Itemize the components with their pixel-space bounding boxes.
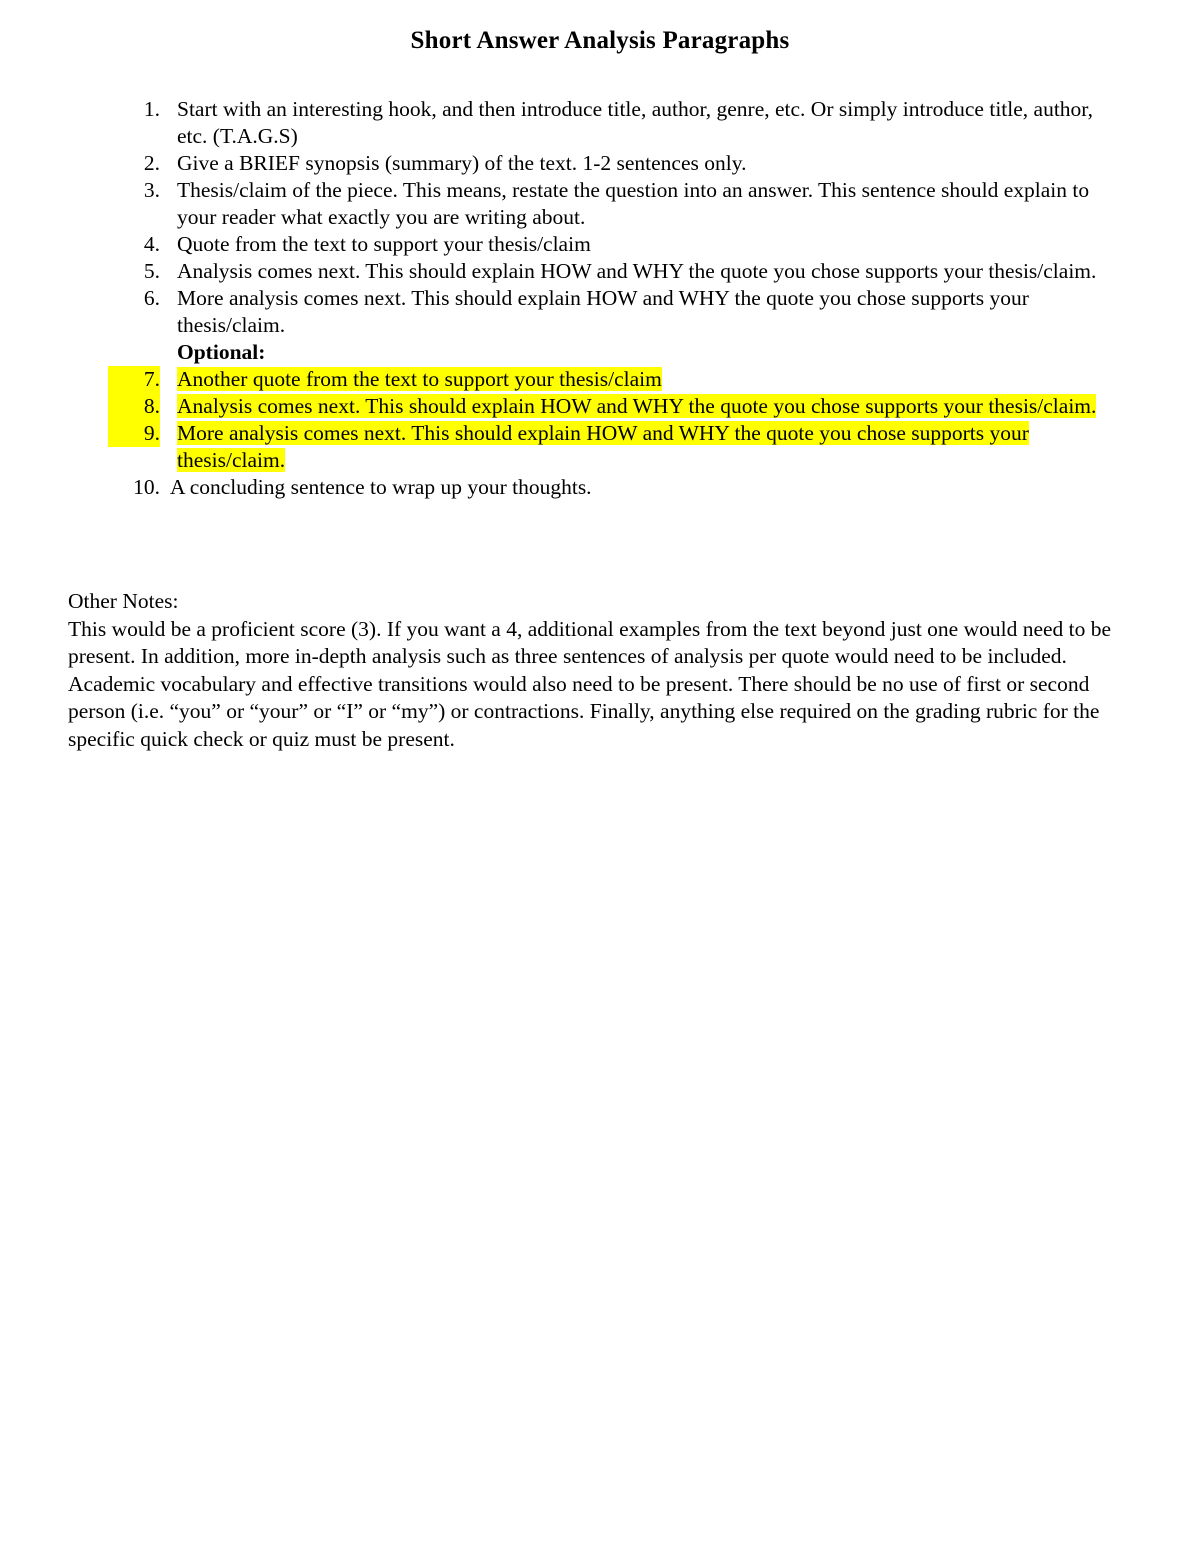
list-item-text: Analysis comes next. This should explain HOW and WHY the quote you chose supports your thesis/claim. <box>177 259 1097 283</box>
list-item-number: 9. <box>108 420 160 447</box>
list-item-text: Quote from the text to support your thesis/claim <box>177 232 591 256</box>
numbered-list <box>0 96 1200 501</box>
list-item-highlighted <box>0 366 1200 393</box>
list-item-text: Another quote from the text to support your thesis/claim <box>177 367 662 391</box>
list-item <box>0 231 1200 258</box>
list-item <box>0 177 1200 231</box>
other-notes-body: This would be a proficient score (3). If you want a 4, additional examples from the text beyond just one would need to be present. In addition, more in-depth analysis such as three sentences of analysis per quote would need to be included. Academic vocabulary and effective transitions would also need to be present. There should be no use of first or second person (i.e. “you” or “your” or “I” or “my”) or contractions. Finally, anything else required on the grading rubric for the specific quick check or quiz must be present. <box>68 616 1112 751</box>
list-item-text: A concluding sentence to wrap up your thoughts. <box>170 475 592 499</box>
page-title: Short Answer Analysis Paragraphs <box>410 27 790 54</box>
list-item-highlighted <box>0 393 1200 420</box>
list-item-text: Thesis/claim of the piece. This means, restate the question into an answer. This sentence should explain to your reader what exactly you are writing about. <box>177 178 1090 229</box>
list-item-highlighted <box>0 420 1200 474</box>
list-item-number: 6. <box>143 286 160 310</box>
optional-heading: Optional: <box>177 340 266 364</box>
list-item-number: 3. <box>143 178 160 202</box>
list-item <box>0 150 1200 177</box>
list-item <box>0 285 1200 339</box>
other-notes-section <box>68 588 1123 753</box>
list-item-number: 8. <box>108 393 160 420</box>
list-item-text: More analysis comes next. This should explain HOW and WHY the quote you chose supports your thesis/claim. <box>177 421 1029 472</box>
list-item-text: Start with an interesting hook, and then introduce title, author, genre, etc. Or simply introduce title, author, etc. (T.A.G.S) <box>177 97 1093 148</box>
list-item-number: 7. <box>108 366 160 393</box>
list-item-number: 2. <box>143 151 160 175</box>
other-notes-label: Other Notes: <box>68 589 179 613</box>
list-item-number: 1. <box>143 97 160 121</box>
list-item-text: More analysis comes next. This should explain HOW and WHY the quote you chose supports your thesis/claim. <box>177 286 1029 337</box>
list-item <box>0 474 1200 501</box>
list-item-text: Give a BRIEF synopsis (summary) of the text. 1-2 sentences only. <box>177 151 747 175</box>
list-item-number: 10. <box>133 475 160 499</box>
list-item-number: 5. <box>143 259 160 283</box>
list-item <box>0 96 1200 150</box>
list-item <box>0 258 1200 285</box>
list-item-number: 4. <box>143 232 160 256</box>
list-item-text: Analysis comes next. This should explain HOW and WHY the quote you chose supports your thesis/claim. <box>177 394 1097 418</box>
